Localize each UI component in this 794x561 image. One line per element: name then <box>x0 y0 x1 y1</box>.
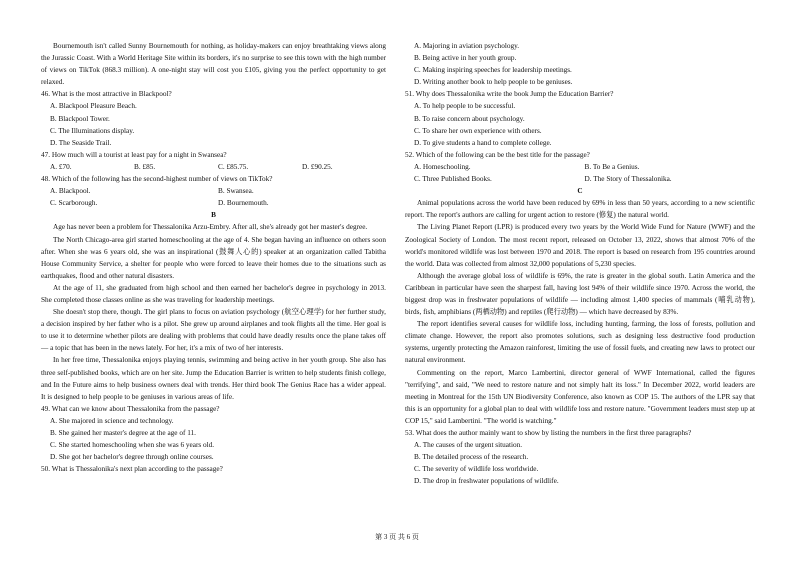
q49-option-b[interactable]: B. She gained her master's degree at the age of 11. <box>50 429 196 437</box>
q51-option-b[interactable]: B. To raise concern about psychology. <box>414 114 525 123</box>
c-paragraph: Commenting on the report, Marco Lambertini, director general of WWF International, called the figures "terrifying", and said, "We need to restore nature and not simply halt its loss." In December 2022, world leaders are meeting in Montreal for the 15th UN Biodiversity Conference, also known as COP 15. The authors of the LPR say that this is an opportunity for a global plan to deal with wildlife loss and restore nature. "Government leaders must step up at COP 15," said Lambertini. "The world is watching." <box>405 368 755 425</box>
section-b-heading: B <box>211 211 216 220</box>
q48-option-b[interactable]: B. Swansea. <box>218 187 254 196</box>
q50-option-c[interactable]: C. Making inspiring speeches for leadership meetings. <box>414 66 572 75</box>
question-51: 51. Why does Thessalonika write the book Jump the Education Barrier? <box>405 90 614 99</box>
q50-option-b[interactable]: B. Being active in her youth group. <box>414 54 517 63</box>
q52-options-row2 <box>414 173 755 185</box>
q46-option-a[interactable]: A. Blackpool Pleasure Beach. <box>50 102 137 111</box>
q50-option-d[interactable]: D. Writing another book to help people to be geniuses. <box>414 78 573 87</box>
q47-option-c[interactable]: C. £85.75. <box>218 162 249 171</box>
c-paragraph: Animal populations across the world have been reduced by 69% in less than 50 years, according to a new scientific report. The report's authors are calling for urgent action to restore (修复) the natural world. <box>405 199 755 220</box>
q52-option-b[interactable]: B. To Be a Genius. <box>584 162 640 171</box>
q48-options-row2 <box>50 197 386 209</box>
q53-option-d[interactable]: D. The drop in freshwater populations of wildlife. <box>414 477 559 486</box>
b-paragraph: Age has never been a problem for Thessalonika Arzu-Embry. After all, she's already got her master's degree. <box>53 223 368 232</box>
q46-option-c[interactable]: C. The Illuminations display. <box>50 126 135 135</box>
q49-option-d[interactable]: D. She got her bachelor's degree through online courses. <box>50 453 214 462</box>
q47-options <box>50 161 386 173</box>
q47-option-d[interactable]: D. £90.25. <box>302 162 333 171</box>
q49-option-a[interactable]: A. She majored in science and technology. <box>50 416 174 425</box>
question-50: 50. What is Thessalonika's next plan according to the passage? <box>41 465 223 474</box>
c-paragraph: The Living Planet Report (LPR) is produced every two years by the World Wide Fund for Nature (WWF) and the Zoological Society of London. The most recent report, released on October 13, 2022, shows that almost 70% of the world's monitored wildlife was lost between 1970 and 2018. The report is based on research from 195 countries around the world. Data was collected from almost 32,000 populations of 5,230 species. <box>405 223 755 268</box>
question-47: 47. How much will a tourist at least pay for a night in Swansea? <box>41 150 227 159</box>
section-c-heading: C <box>577 187 583 196</box>
q53-option-a[interactable]: A. The causes of the urgent situation. <box>414 441 523 450</box>
q50-option-a[interactable]: A. Majoring in aviation psychology. <box>414 42 520 50</box>
b-paragraph: At the age of 11, she graduated from high school and then earned her bachelor's degree in psychology in 2013. She completed those classes online as she was traveling for leadership meetings. <box>41 283 386 304</box>
question-52: 52. Which of the following can be the best title for the passage? <box>405 150 590 159</box>
right-column <box>405 40 755 487</box>
q48-option-c[interactable]: C. Scarborough. <box>50 199 98 208</box>
q52-option-a[interactable]: A. Homeschooling. <box>414 162 471 171</box>
q52-option-d[interactable]: D. The Story of Thessalonika. <box>584 175 672 184</box>
q52-options-row1 <box>414 161 755 173</box>
q52-option-c[interactable]: C. Three Published Books. <box>414 175 492 184</box>
b-paragraph: She doesn't stop there, though. The girl plans to focus on aviation psychology (航空心理学) for her further study, a decision inspired by her father who is a pilot. She grew up around airplanes and took flights all the time. Her goal is to use it to determine whether pilots are dealing with problems that could have deadly results once the plane takes off — a topic that has been in the news lately. For her, it's a mix of two of her interests. <box>41 308 386 353</box>
question-53: 53. What does the author mainly want to show by listing the numbers in the first three paragraphs? <box>405 429 692 437</box>
q49-option-c[interactable]: C. She started homeschooling when she was 6 years old. <box>50 441 215 450</box>
q53-option-c[interactable]: C. The severity of wildlife loss worldwide. <box>414 465 539 474</box>
q48-option-d[interactable]: D. Bournemouth. <box>218 199 269 208</box>
c-paragraph: The report identifies several causes for wildlife loss, including hunting, farming, the loss of forests, pollution and climate change. However, the report also promotes solutions, such as designing less destructive food production systems, urgently protecting the Amazon rainforest, limiting the use of fossil fuels, and creating new laws to protect our natural environment. <box>405 320 755 365</box>
page-number-footer: 第 3 页 共 6 页 <box>375 533 419 541</box>
q48-options-row1 <box>50 185 386 197</box>
b-paragraph: In her free time, Thessalonika enjoys playing tennis, swimming and being active in her youth group. She also has three self-published books, which are on her site. Jump the Education Barrier is written to help students finish college, and In the Future aims to help business owners deal with trends. Her third book The Genius Race has a wider appeal. It is designed to help people to be geniuses in various areas of life. <box>41 356 386 401</box>
question-48: 48. Which of the following has the second-highest number of views on TikTok? <box>41 175 273 184</box>
q46-option-b[interactable]: B. Blackpool Tower. <box>50 114 110 123</box>
q48-option-a[interactable]: A. Blackpool. <box>50 187 91 196</box>
question-46: 46. What is the most attractive in Blackpool? <box>41 90 172 99</box>
q47-option-b[interactable]: B. £85. <box>134 162 156 171</box>
q51-option-a[interactable]: A. To help people to be successful. <box>414 102 516 111</box>
q51-option-c[interactable]: C. To share her own experience with others. <box>414 126 542 135</box>
question-49: 49. What can we know about Thessalonika from the passage? <box>41 404 220 413</box>
q47-option-a[interactable]: A. £70. <box>50 162 72 171</box>
left-column <box>41 40 386 475</box>
q53-option-b[interactable]: B. The detailed process of the research. <box>414 453 529 462</box>
q46-option-d[interactable]: D. The Seaside Trail. <box>50 138 112 147</box>
intro-paragraph: Bournemouth isn't called Sunny Bournemouth for nothing, as holiday-makers can enjoy breathtaking views along the Jurassic Coast. With a World Heritage Site within its borders, it's no surprise to see this town with the high number of views on TikTok (868.3 million). A one-night stay will cost you £105, giving you the perfect opportunity to get relaxed. <box>41 42 386 87</box>
b-paragraph: The North Chicago-area girl started homeschooling at the age of 4. She began having an influence on others soon after. When she was 6 years old, she was an inspirational (鼓舞人心的) speaker at an organization called Tabitha House Community Service, a shelter for people who were forced to leave their homes due to the situations such as earthquakes, flood and other natural disasters. <box>41 235 386 280</box>
q51-option-d[interactable]: D. To give students a hand to complete college. <box>414 138 552 147</box>
c-paragraph: Although the average global loss of wildlife is 69%, the rate is greater in the global south. Latin America and the Caribbean in particular have seen the sharpest fall, having lost 94% of their wildlife since 1970. Across the world, the biggest drop was in freshwater populations of wildlife — including almost 1,400 species of mammals (哺乳动物), birds, fish, amphibians (两栖动物) and reptiles (爬行动物) — which have decreased by 83%. <box>405 271 755 317</box>
